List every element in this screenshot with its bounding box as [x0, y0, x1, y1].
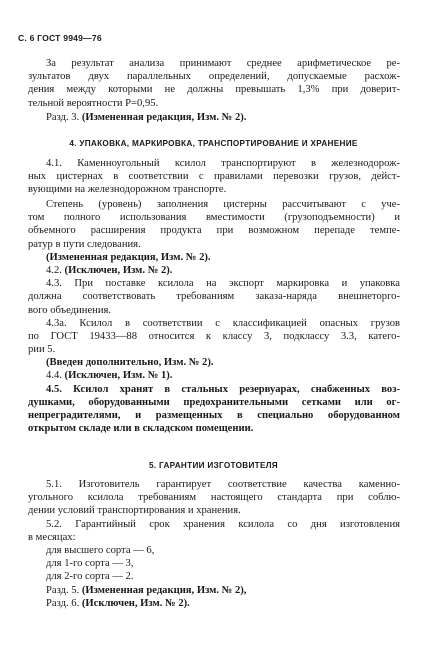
text-line: объемного расширения продукта при возможном перепаде темпе-	[28, 225, 400, 237]
text-line: должна соответствовать требованиям заказа-наряда внешнеторго-	[28, 291, 400, 303]
p44-prefix: 4.4.	[46, 370, 62, 382]
text-line: За результат анализа принимают среднее арифметическое ре-	[46, 58, 400, 69]
text-line: открытом складе или в складском помещении.	[28, 423, 254, 435]
section-5-title: 5. ГАРАНТИИ ИЗГОТОВИТЕЛЯ	[149, 461, 278, 470]
text-line: непреградителями, и размещенных в специально оборудованном	[28, 410, 400, 421]
paragraph-stepen	[28, 198, 400, 435]
p42-bold: (Исключен, Изм. № 2).	[64, 264, 173, 276]
text-line: зультатов двух параллельных определений, допускаемые расхож-	[28, 71, 400, 83]
paragraph-5-1	[28, 478, 400, 610]
text-line: 4.5. Ксилол хранят в стальных резервуарах, снабженных воз-	[46, 383, 400, 395]
paragraph-4-1	[28, 157, 400, 197]
text-line: в месяцах:	[28, 531, 76, 543]
razd6-prefix: Разд. 6.	[46, 597, 80, 609]
vveden-note: (Введен дополнительно, Изм. № 2).	[46, 357, 214, 369]
razd6-bold: (Исключен, Изм. № 2).	[81, 597, 190, 609]
razd5-prefix: Разд. 5.	[46, 584, 80, 596]
razd3-note	[28, 111, 400, 124]
text-line: 4.3. При поставке ксилола на экспорт маркировка и упаковка	[46, 278, 400, 290]
text-line: ных цистернах в соответствии с правилами перевозки грузов, дейст-	[28, 171, 400, 183]
section-4-title: 4. УПАКОВКА, МАРКИРОВКА, ТРАНСПОРТИРОВАНИЕ И ХРАНЕНИЕ	[69, 139, 358, 148]
grade-line: для 2-го сорта — 2.	[46, 571, 134, 583]
text-line: душками, оборудованными предохранительными сетками или ог-	[28, 396, 400, 408]
izm-note: (Измененная редакция, Изм. № 2).	[46, 251, 211, 263]
text-line: 5.1. Изготовитель гарантирует соответствие качества каменно-	[46, 479, 400, 490]
grade-line: для высшего сорта — 6,	[46, 544, 155, 556]
paragraph-result	[28, 57, 400, 110]
text-line: 4.1. Каменноугольный ксилол транспортируют в железнодорож-	[46, 158, 400, 169]
razd3-bold: (Измененная редакция, Изм. № 2).	[81, 112, 247, 123]
text-line: вующими на железнодорожном транспорте.	[28, 184, 227, 196]
text-line: 4.3а. Ксилол в соответствии с классификацией опасных грузов	[46, 317, 400, 329]
razd5-bold: (Измененная редакция, Изм. № 2),	[81, 584, 247, 596]
p42-prefix: 4.2.	[46, 264, 62, 276]
text-line: том полного использования вместимости (грузоподъемности) и	[28, 212, 400, 224]
page-header: С. 6 ГОСТ 9949—76	[18, 33, 102, 43]
grade-line: для 1-го сорта — 3,	[46, 558, 134, 570]
text-line: вого объединения.	[28, 304, 112, 316]
razd3-prefix: Разд. 3.	[46, 112, 80, 123]
text-line: рии 5.	[28, 344, 56, 356]
text-line: ратур в пути следования.	[28, 238, 141, 250]
text-line: дении условий транспортирования и хранения.	[28, 505, 241, 517]
text-line: тельной вероятности P=0,95.	[28, 97, 159, 109]
text-line: угольного ксилола требованиям настоящего стандарта при соблю-	[28, 492, 400, 504]
text-line: дения между которыми не должны превышать 1,3% при доверит-	[28, 84, 400, 96]
p44-bold: (Исключен, Изм. № 1).	[64, 370, 173, 382]
text-line: по ГОСТ 19433—88 относится к классу 3, подклассу 3.3, катего-	[28, 330, 400, 342]
text-line: 5.2. Гарантийный срок хранения ксилола со дня изготовления	[46, 518, 400, 530]
text-line: Степень (уровень) заполнения цистерны рассчитывают с уче-	[46, 199, 400, 210]
